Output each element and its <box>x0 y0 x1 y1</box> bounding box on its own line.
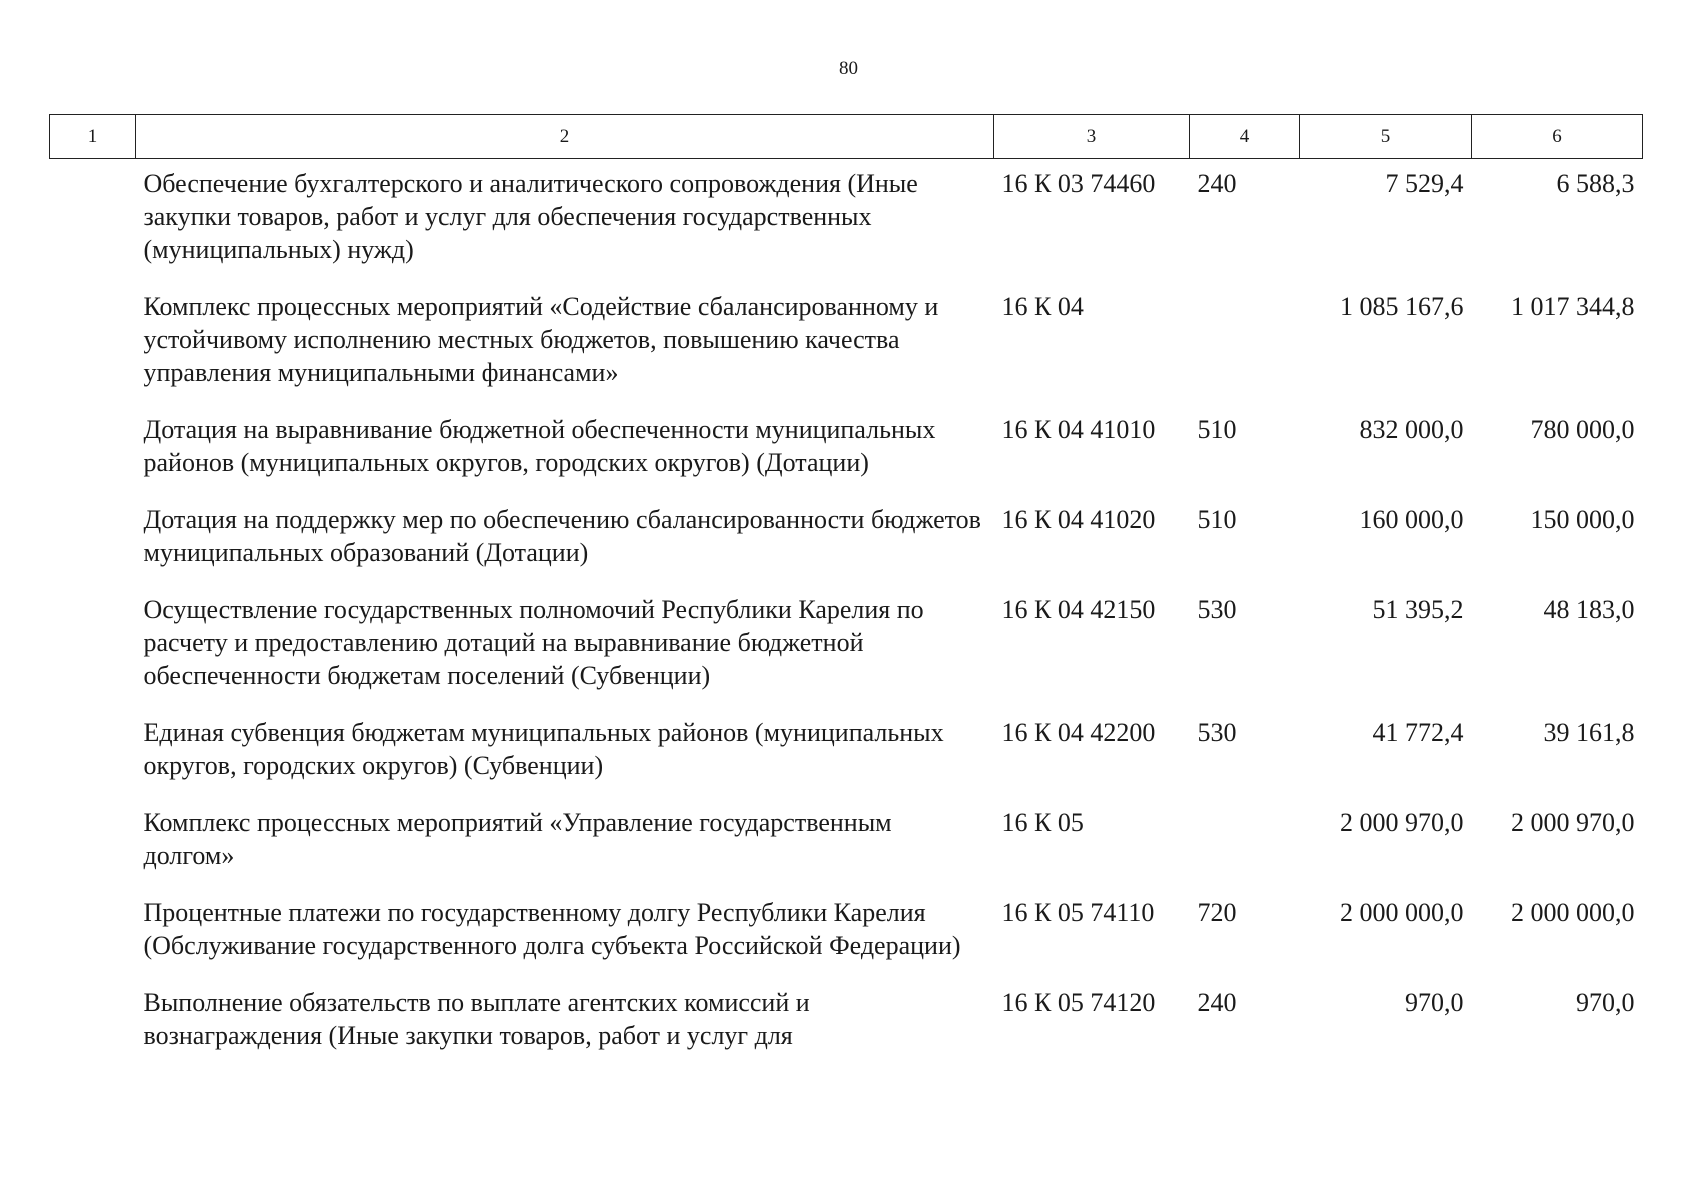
row-description: Процентные платежи по государственному долгу Республики Карелия (Обслуживание государственного долга субъекта Российской Федерации) <box>143 898 961 960</box>
row-expense-type: 240 <box>1197 988 1237 1017</box>
table-body <box>50 159 1643 1067</box>
row-amount-year-2: 150 000,0 <box>1530 505 1635 534</box>
row-amount-year-1: 832 000,0 <box>1359 415 1464 444</box>
row-amount-year-2: 6 588,3 <box>1556 169 1635 198</box>
row-expense-type: 240 <box>1197 169 1237 198</box>
row-amount-year-1: 2 000 000,0 <box>1340 898 1464 927</box>
row-amount-year-2: 2 000 970,0 <box>1511 808 1635 837</box>
row-amount-year-1: 160 000,0 <box>1359 505 1464 534</box>
header-cell-5: 5 <box>1300 115 1472 159</box>
header-cell-2: 2 <box>136 115 994 159</box>
row-expense-type <box>1190 796 1300 886</box>
row-target-code: 16 К 04 41020 <box>1001 505 1156 534</box>
row-amount-year-2: 1 017 344,8 <box>1511 292 1635 321</box>
row-target-code: 16 К 04 <box>1001 292 1084 321</box>
row-amount-year-1: 970,0 <box>1405 988 1464 1017</box>
budget-table <box>49 114 1643 1066</box>
row-expense-type: 530 <box>1197 595 1237 624</box>
row-description: Дотация на выравнивание бюджетной обеспеченности муниципальных районов (муниципальных округов, городских округов) (Дотации) <box>143 415 936 477</box>
row-amount-year-1: 41 772,4 <box>1372 718 1464 747</box>
header-cell-1: 1 <box>50 115 136 159</box>
row-number <box>50 976 136 1066</box>
row-description: Комплекс процессных мероприятий «Управление государственным долгом» <box>143 808 892 870</box>
row-number <box>50 493 136 583</box>
header-cell-4: 4 <box>1190 115 1300 159</box>
header-row <box>50 115 1643 159</box>
row-number <box>50 159 136 281</box>
row-number <box>50 886 136 976</box>
table-row <box>50 886 1643 976</box>
row-amount-year-2: 970,0 <box>1576 988 1635 1017</box>
row-amount-year-2: 48 183,0 <box>1543 595 1635 624</box>
header-cell-6: 6 <box>1472 115 1643 159</box>
table-row <box>50 280 1643 403</box>
table-row <box>50 159 1643 281</box>
row-amount-year-1: 1 085 167,6 <box>1340 292 1464 321</box>
row-amount-year-1: 51 395,2 <box>1372 595 1464 624</box>
table-row <box>50 583 1643 706</box>
row-expense-type: 530 <box>1197 718 1237 747</box>
row-amount-year-2: 2 000 000,0 <box>1511 898 1635 927</box>
row-target-code: 16 К 05 74120 <box>1001 988 1156 1017</box>
row-target-code: 16 К 04 41010 <box>1001 415 1156 444</box>
table-row <box>50 493 1643 583</box>
row-description: Осуществление государственных полномочий Республики Карелия по расчету и предоставлению дотаций на выравнивание бюджетной обеспеченности бюджетам поселений (Субвенции) <box>143 595 924 690</box>
row-target-code: 16 К 04 42150 <box>1001 595 1156 624</box>
table-row <box>50 706 1643 796</box>
row-description: Обеспечение бухгалтерского и аналитического сопровождения (Иные закупки товаров, работ и услуг для обеспечения государственных (муниципальных) нужд) <box>143 169 918 264</box>
row-expense-type: 510 <box>1197 415 1237 444</box>
header-cell-3: 3 <box>994 115 1190 159</box>
table-row <box>50 976 1643 1066</box>
row-number <box>50 280 136 403</box>
row-amount-year-2: 39 161,8 <box>1543 718 1635 747</box>
row-target-code: 16 К 05 74110 <box>1001 898 1155 927</box>
row-expense-type: 510 <box>1197 505 1237 534</box>
row-description: Единая субвенция бюджетам муниципальных районов (муниципальных округов, городских округов) (Субвенции) <box>143 718 944 780</box>
row-target-code: 16 К 05 <box>1001 808 1084 837</box>
row-number <box>50 403 136 493</box>
row-expense-type <box>1190 280 1300 403</box>
table-header <box>50 115 1643 159</box>
table-row <box>50 403 1643 493</box>
row-target-code: 16 К 03 74460 <box>1001 169 1156 198</box>
row-number <box>50 706 136 796</box>
row-amount-year-2: 780 000,0 <box>1530 415 1635 444</box>
page-number: 80 <box>839 58 858 79</box>
table-row <box>50 796 1643 886</box>
row-number <box>50 583 136 706</box>
row-target-code: 16 К 04 42200 <box>1001 718 1156 747</box>
row-amount-year-1: 2 000 970,0 <box>1340 808 1464 837</box>
row-expense-type: 720 <box>1197 898 1237 927</box>
row-amount-year-1: 7 529,4 <box>1385 169 1464 198</box>
row-number <box>50 796 136 886</box>
row-description: Комплекс процессных мероприятий «Содействие сбалансированному и устойчивому исполнению местных бюджетов, повышению качества управления муниципальными финансами» <box>143 292 939 387</box>
row-description: Дотация на поддержку мер по обеспечению сбалансированности бюджетов муниципальных образований (Дотации) <box>143 505 981 567</box>
row-description: Выполнение обязательств по выплате агентских комиссий и вознаграждения (Иные закупки товаров, работ и услуг для <box>143 988 810 1050</box>
